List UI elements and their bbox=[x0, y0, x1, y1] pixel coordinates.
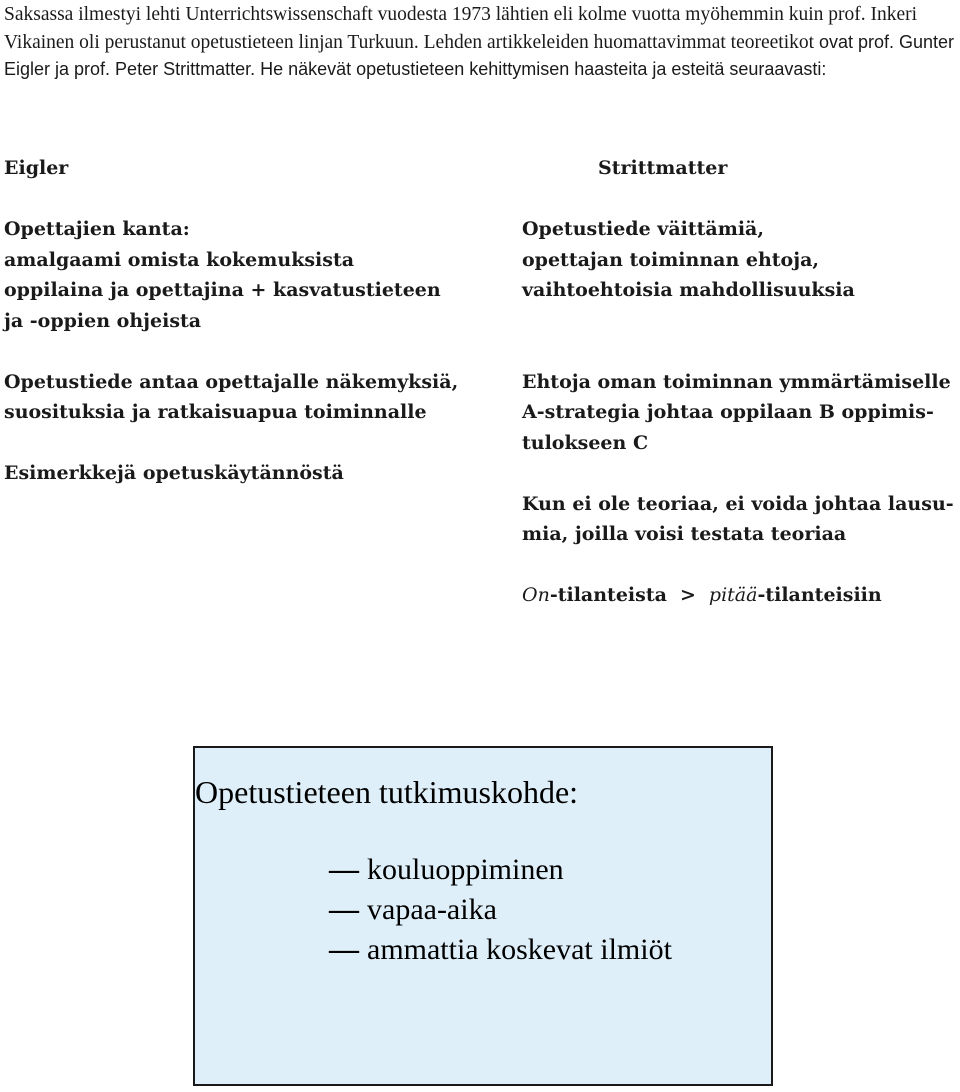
comparison-on: On bbox=[522, 584, 550, 606]
strittmatter-line: mia, joilla voisi testata teoriaa bbox=[522, 523, 847, 545]
strittmatter-line: Ehtoja oman toiminnan ymmärtämiselle bbox=[522, 370, 951, 393]
list-item-label: kouluoppiminen bbox=[367, 853, 564, 886]
list-item bbox=[329, 890, 672, 930]
eigler-line: amalgaami omista kokemuksista bbox=[4, 248, 355, 271]
strittmatter-line: Opetustiede väittämiä, bbox=[522, 218, 764, 240]
strittmatter-line: Kun ei ole teoriaa, ei voida johtaa lausu- bbox=[522, 492, 954, 515]
dash-icon: — bbox=[329, 933, 359, 966]
box-title: Opetustieteen tutkimuskohde: bbox=[195, 774, 579, 810]
strittmatter-line: tulokseen C bbox=[522, 431, 649, 454]
strittmatter-line: opettajan toiminnan ehtoja, bbox=[522, 248, 820, 271]
comparison-line bbox=[522, 580, 960, 611]
eigler-line: Opetustiede antaa opettajalle näkemyksiä, bbox=[4, 370, 459, 393]
list-item bbox=[329, 930, 672, 970]
strittmatter-column bbox=[522, 153, 960, 611]
list-item-label: vapaa-aika bbox=[367, 893, 497, 926]
strittmatter-heading: Strittmatter bbox=[598, 157, 728, 179]
dash-icon: — bbox=[329, 893, 359, 926]
eigler-line: Esimerkkejä opetuskäytännöstä bbox=[4, 462, 344, 484]
eigler-line: suosituksia ja ratkaisuapua toiminnalle bbox=[4, 401, 427, 423]
strittmatter-line: A-strategia johtaa oppilaan B oppimis- bbox=[522, 401, 934, 423]
comparison-on-rest: -tilanteista bbox=[549, 584, 667, 606]
strittmatter-line: vaihtoehtoisia mahdollisuuksia bbox=[522, 279, 855, 301]
intro-text-sans: ovat prof. Gunter Eigler ja prof. Peter Strittmatter. He näkevät opetustieteen kehittymisen haasteita ja esteitä seuraavasti: bbox=[4, 31, 955, 79]
intro-paragraph bbox=[4, 2, 959, 84]
list-item bbox=[329, 850, 672, 890]
eigler-line: oppilaina ja opettajina + kasvatustieteen bbox=[4, 279, 441, 301]
eigler-heading: Eigler bbox=[4, 157, 69, 179]
comparison-pitaa: pitää bbox=[708, 584, 758, 606]
list-item-label: ammattia koskevat ilmiöt bbox=[367, 933, 672, 966]
comparison-pitaa-rest: -tilanteisiin bbox=[757, 584, 882, 606]
box-list bbox=[329, 850, 672, 970]
eigler-column bbox=[4, 153, 504, 489]
comparison-arrow: > bbox=[679, 584, 696, 606]
research-object-box bbox=[193, 746, 773, 1086]
eigler-line: Opettajien kanta: bbox=[4, 218, 190, 240]
eigler-line: ja -oppien ohjeista bbox=[4, 309, 202, 332]
intro-text-serif: Saksassa ilmestyi lehti Unterrichtswissenschaft vuodesta 1973 lähtien eli kolme vuotta myöhemmin kuin prof. Inkeri Vikainen oli perustanut opetustieteen linjan Turkuun. Lehden artikkeleiden huomattavimmat teoreetikot bbox=[4, 4, 918, 53]
dash-icon: — bbox=[329, 853, 359, 886]
